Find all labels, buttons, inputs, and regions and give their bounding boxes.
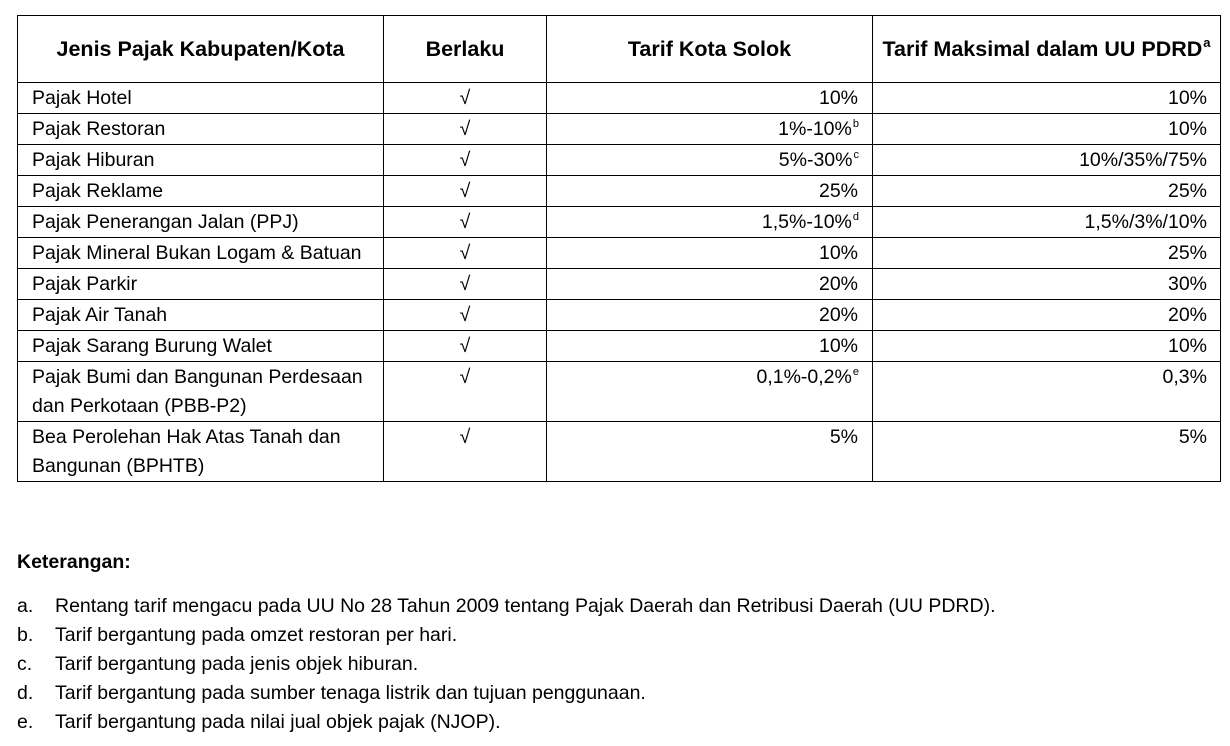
header-berlaku: Berlaku: [384, 16, 547, 83]
tax-table-container: [17, 15, 1221, 482]
cell-berlaku-check: √: [384, 269, 547, 300]
cell-berlaku-check: √: [384, 362, 547, 422]
note-letter: b.: [17, 624, 34, 646]
cell-berlaku-check: √: [384, 300, 547, 331]
cell-tarif-maksimal: 5%: [873, 422, 1221, 482]
cell-tarif-maksimal: 25%: [873, 238, 1221, 269]
cell-jenis: Pajak Mineral Bukan Logam & Batuan: [18, 238, 384, 269]
table-row: [18, 207, 1221, 238]
note-item: [17, 592, 1217, 621]
header-tarif-maksimal-label: Tarif Maksimal dalam UU PDRD: [882, 36, 1203, 61]
cell-tarif-maksimal: 0,3%: [873, 362, 1221, 422]
cell-tarif-kota-value: 20%: [818, 304, 858, 326]
cell-tarif-kota-value: 10%: [818, 335, 858, 357]
cell-jenis: Pajak Bumi dan Bangunan Perdesaan dan Perkotaan (PBB-P2): [18, 362, 384, 422]
cell-tarif-maksimal: 10%: [873, 83, 1221, 114]
cell-tarif-maksimal: 25%: [873, 176, 1221, 207]
cell-berlaku-check: √: [384, 238, 547, 269]
cell-tarif-kota: [547, 176, 873, 207]
note-letter: a.: [17, 595, 34, 617]
cell-jenis: Pajak Air Tanah: [18, 300, 384, 331]
footnote-marker: b: [852, 118, 859, 130]
table-row: [18, 145, 1221, 176]
table-row: [18, 362, 1221, 422]
note-text: Tarif bergantung pada nilai jual objek pajak (NJOP).: [55, 711, 501, 733]
note-text: Tarif bergantung pada jenis objek hiburan.: [55, 653, 419, 675]
table-row: [18, 422, 1221, 482]
footnote-marker: c: [853, 149, 859, 161]
cell-tarif-kota: [547, 331, 873, 362]
table-row: [18, 114, 1221, 145]
table-row: [18, 83, 1221, 114]
cell-jenis: Pajak Hiburan: [18, 145, 384, 176]
note-letter: c.: [17, 653, 33, 675]
note-item: [17, 679, 1217, 708]
cell-tarif-maksimal: 20%: [873, 300, 1221, 331]
cell-berlaku-check: √: [384, 176, 547, 207]
header-tarif-kota: Tarif Kota Solok: [547, 16, 873, 83]
footnote-marker: e: [852, 366, 859, 378]
cell-tarif-kota-value: 10%: [818, 87, 858, 109]
footnote-marker: d: [852, 211, 859, 223]
cell-tarif-kota: [547, 114, 873, 145]
table-row: [18, 238, 1221, 269]
cell-berlaku-check: √: [384, 207, 547, 238]
table-row: [18, 176, 1221, 207]
cell-jenis: Pajak Sarang Burung Walet: [18, 331, 384, 362]
cell-tarif-kota: [547, 83, 873, 114]
cell-tarif-kota-value: 1,5%-10%: [761, 211, 852, 233]
cell-tarif-kota-value: 20%: [818, 273, 858, 295]
cell-jenis: Pajak Restoran: [18, 114, 384, 145]
cell-tarif-kota-value: 5%-30%: [778, 149, 853, 171]
table-row: [18, 269, 1221, 300]
cell-tarif-kota: [547, 362, 873, 422]
cell-tarif-kota-value: 25%: [818, 180, 858, 202]
cell-tarif-maksimal: 30%: [873, 269, 1221, 300]
cell-tarif-kota: [547, 145, 873, 176]
cell-jenis: Pajak Parkir: [18, 269, 384, 300]
cell-tarif-maksimal: 1,5%/3%/10%: [873, 207, 1221, 238]
cell-tarif-kota: [547, 422, 873, 482]
note-text: Tarif bergantung pada sumber tenaga listrik dan tujuan penggunaan.: [55, 682, 646, 704]
cell-berlaku-check: √: [384, 331, 547, 362]
cell-tarif-kota-value: 5%: [829, 426, 858, 448]
notes-title: Keterangan:: [17, 551, 131, 573]
footnote-marker: a: [1203, 34, 1211, 50]
cell-berlaku-check: √: [384, 83, 547, 114]
cell-jenis: Pajak Reklame: [18, 176, 384, 207]
cell-tarif-maksimal: 10%: [873, 331, 1221, 362]
table-row: [18, 300, 1221, 331]
cell-jenis: Pajak Hotel: [18, 83, 384, 114]
note-text: Rentang tarif mengacu pada UU No 28 Tahun 2009 tentang Pajak Daerah dan Retribusi Daerah (UU PDRD).: [55, 595, 996, 617]
tax-rate-table: [17, 15, 1221, 482]
note-letter: d.: [17, 682, 34, 704]
note-letter: e.: [17, 711, 34, 733]
cell-tarif-kota: [547, 238, 873, 269]
note-item: [17, 708, 1217, 737]
cell-jenis: Bea Perolehan Hak Atas Tanah dan Bangunan (BPHTB): [18, 422, 384, 482]
header-tarif-maksimal: [873, 16, 1221, 83]
note-item: [17, 650, 1217, 679]
header-jenis-pajak: Jenis Pajak Kabupaten/Kota: [18, 16, 384, 83]
cell-berlaku-check: √: [384, 422, 547, 482]
notes-section: [17, 548, 1217, 737]
note-text: Tarif bergantung pada omzet restoran per hari.: [55, 624, 458, 646]
cell-jenis: Pajak Penerangan Jalan (PPJ): [18, 207, 384, 238]
cell-tarif-kota: [547, 269, 873, 300]
cell-tarif-kota-value: 0,1%-0,2%: [756, 366, 852, 388]
cell-berlaku-check: √: [384, 114, 547, 145]
cell-tarif-kota-value: 1%-10%: [778, 118, 852, 140]
table-row: [18, 331, 1221, 362]
cell-berlaku-check: √: [384, 145, 547, 176]
cell-tarif-maksimal: 10%/35%/75%: [873, 145, 1221, 176]
cell-tarif-maksimal: 10%: [873, 114, 1221, 145]
cell-tarif-kota: [547, 300, 873, 331]
table-header-row: [18, 16, 1221, 83]
cell-tarif-kota-value: 10%: [818, 242, 858, 264]
note-item: [17, 621, 1217, 650]
cell-tarif-kota: [547, 207, 873, 238]
